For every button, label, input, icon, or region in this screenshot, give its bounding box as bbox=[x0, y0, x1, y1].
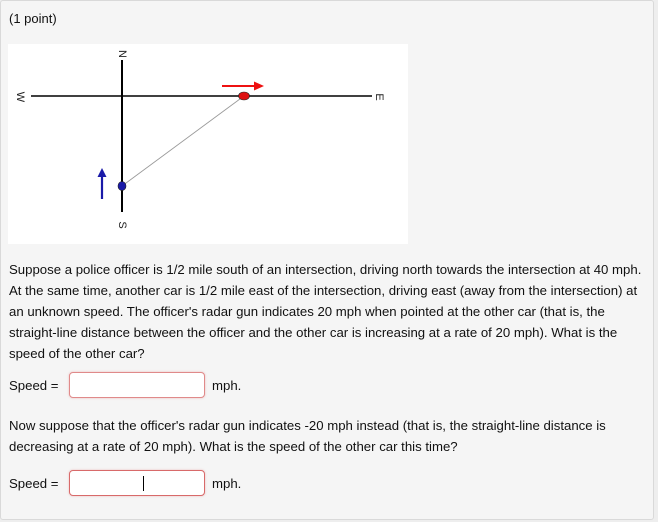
south-label: S bbox=[116, 221, 129, 229]
answer-row-1 bbox=[9, 372, 241, 398]
radar-sightline bbox=[122, 96, 244, 186]
police-car-arrow-head bbox=[98, 168, 107, 177]
police-car-marker bbox=[118, 182, 126, 191]
speed-input-2-wrapper bbox=[69, 470, 205, 496]
followup-statement: Now suppose that the officer's radar gun indicates -20 mph instead (that is, the straight-line distance is decreasing at a rate of 20 mph). What is the speed of the other car this time? bbox=[9, 418, 606, 454]
problem-statement: Suppose a police officer is 1/2 mile south of an intersection, driving north towards the intersection at 40 mph. At the same time, another car is 1/2 mile east of the intersection, driving east (away from the intersection) at an unknown speed. The officer's radar gun indicates 20 mph when pointed at the other car (that is, the straight-line distance between the officer and the other car is increasing at a rate of 20 mph). What is the speed of the other car? bbox=[9, 262, 642, 361]
east-label: E bbox=[373, 93, 386, 101]
speed-unit-2: mph. bbox=[212, 475, 242, 491]
west-label: W bbox=[14, 91, 27, 103]
other-car-arrow-head bbox=[254, 82, 264, 91]
north-label: N bbox=[116, 50, 129, 58]
speed-unit-1: mph. bbox=[212, 377, 242, 393]
intersection-diagram bbox=[8, 44, 408, 244]
speed-input-2[interactable] bbox=[69, 470, 205, 496]
diagram-svg bbox=[8, 44, 408, 244]
other-car-marker bbox=[239, 92, 250, 100]
text-caret bbox=[143, 476, 144, 491]
speed-label-2: Speed = bbox=[9, 475, 59, 491]
speed-label-1: Speed = bbox=[9, 377, 59, 393]
points-label: (1 point) bbox=[9, 11, 57, 26]
speed-input-1[interactable] bbox=[69, 372, 205, 398]
answer-row-2 bbox=[9, 470, 241, 496]
